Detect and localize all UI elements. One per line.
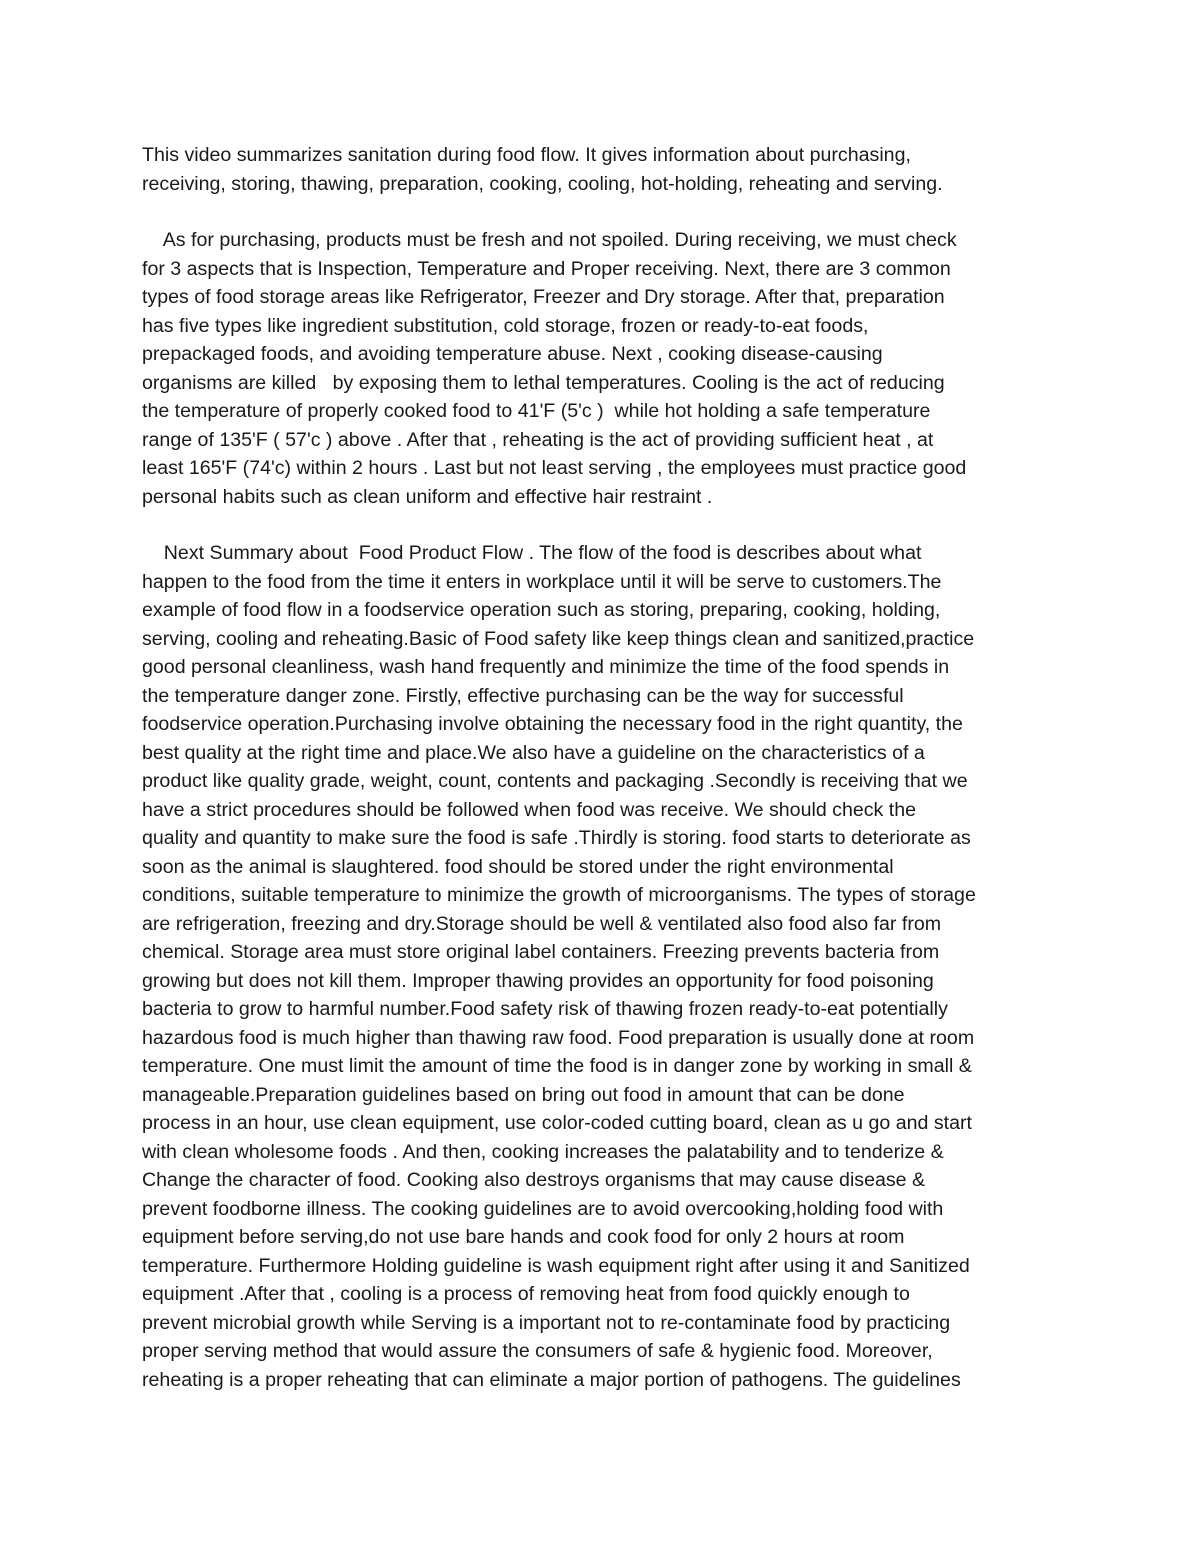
text-line: foodservice operation.Purchasing involve obtaining the necessary food in the right quantity, the (142, 713, 963, 735)
text-line: good personal cleanliness, wash hand frequently and minimize the time of the food spends in (142, 656, 950, 678)
text-line: equipment .After that , cooling is a process of removing heat from food quickly enough to (142, 1283, 910, 1305)
text-line: range of 135'F ( 57'c ) above . After that , reheating is the act of providing sufficient heat , at (142, 428, 934, 451)
text-line (142, 1423, 1082, 1452)
text-line: happen to the food from the time it enters in workplace until it will be serve to customers.The (142, 570, 942, 593)
text-line: types of food storage areas like Refrigerator, Freezer and Dry storage. After that, preparation (142, 286, 945, 308)
text-line: process in an hour, use clean equipment, use color-coded cutting board, clean as u go and start (142, 1112, 972, 1134)
text-line: manageable.Preparation guidelines based on bring out food in amount that can be done (142, 1083, 905, 1106)
text-line: reheating is a proper reheating that can eliminate a major portion of pathogens. The guidelines (142, 1368, 961, 1391)
text-line: for 3 aspects that is Inspection, Temperature and Proper receiving. Next, there are 3 common (142, 257, 951, 280)
text-line (142, 1394, 1082, 1423)
text-line: the temperature danger zone. Firstly, effective purchasing can be the way for successful (142, 684, 904, 707)
text-line: chemical. Storage area must store original label containers. Freezing prevents bacteria from (142, 941, 940, 963)
paragraph-food-product-flow (142, 539, 1082, 1451)
text-line: As for purchasing, products must be fresh and not spoiled. During receiving, we must check (142, 229, 957, 251)
text-line: the temperature of properly cooked food to 41'F (5'c ) while hot holding a safe temperature (142, 400, 931, 422)
text-line: bacteria to grow to harmful number.Food safety risk of thawing frozen ready-to-eat potentially (142, 998, 948, 1020)
text-line: growing but does not kill them. Improper thawing provides an opportunity for food poisoning (142, 969, 934, 992)
text-line: Next Summary about Food Product Flow . The flow of the food is describes about what (142, 542, 922, 564)
text-line: prepackaged foods, and avoiding temperature abuse. Next , cooking disease-causing (142, 343, 883, 365)
text-line: hazardous food is much higher than thawing raw food. Food preparation is usually done at room (142, 1026, 975, 1049)
text-line: equipment before serving,do not use bare hands and cook food for only 2 hours at room (142, 1226, 905, 1248)
paragraph-gap (142, 511, 1082, 539)
text-line: temperature. Furthermore Holding guideline is wash equipment right after using it and Sanitized (142, 1254, 970, 1277)
text-line: example of food flow in a foodservice operation such as storing, preparing, cooking, holding, (142, 599, 941, 621)
document-body (142, 141, 1082, 1451)
paragraph-gap (142, 198, 1082, 226)
text-line: proper serving method that would assure the consumers of safe & hygienic food. Moreover, (142, 1340, 933, 1362)
text-line: temperature. One must limit the amount of time the food is in danger zone by working in small & (142, 1055, 972, 1077)
paragraph-intro (142, 141, 1082, 198)
text-line: prevent foodborne illness. The cooking guidelines are to avoid overcooking,holding food with (142, 1197, 944, 1220)
text-line: has five types like ingredient substitution, cold storage, frozen or ready-to-eat foods, (142, 314, 869, 337)
text-line: personal habits such as clean uniform and effective hair restraint . (142, 485, 713, 508)
text-line: Change the character of food. Cooking also destroys organisms that may cause disease & (142, 1169, 926, 1191)
text-line: quality and quantity to make sure the food is safe .Thirdly is storing. food starts to deteriorate as (142, 827, 971, 849)
text-line: prevent microbial growth while Serving is a important not to re-contaminate food by practicing (142, 1311, 951, 1334)
text-line: This video summarizes sanitation during food flow. It gives information about purchasing, (142, 144, 911, 166)
text-line: product like quality grade, weight, count, contents and packaging .Secondly is receiving that we (142, 770, 968, 792)
text-line: conditions, suitable temperature to minimize the growth of microorganisms. The types of storage (142, 884, 976, 906)
text-line: serving, cooling and reheating.Basic of Food safety like keep things clean and sanitized,practice (142, 627, 975, 650)
text-line: organisms are killed by exposing them to lethal temperatures. Cooling is the act of reducing (142, 371, 945, 394)
text-line: have a strict procedures should be followed when food was receive. We should check the (142, 798, 917, 821)
text-line: receiving, storing, thawing, preparation, cooking, cooling, hot-holding, reheating and serving. (142, 172, 943, 195)
text-line: soon as the animal is slaughtered. food should be stored under the right environmental (142, 855, 894, 878)
text-line: are refrigeration, freezing and dry.Storage should be well & ventilated also food also far from (142, 912, 942, 935)
text-line: best quality at the right time and place.We also have a guideline on the characteristics of a (142, 741, 925, 764)
text-line: with clean wholesome foods . And then, cooking increases the palatability and to tenderize & (142, 1140, 944, 1163)
text-line: least 165'F (74'c) within 2 hours . Last but not least serving , the employees must practice good (142, 457, 967, 479)
paragraph-summary (142, 226, 1082, 511)
